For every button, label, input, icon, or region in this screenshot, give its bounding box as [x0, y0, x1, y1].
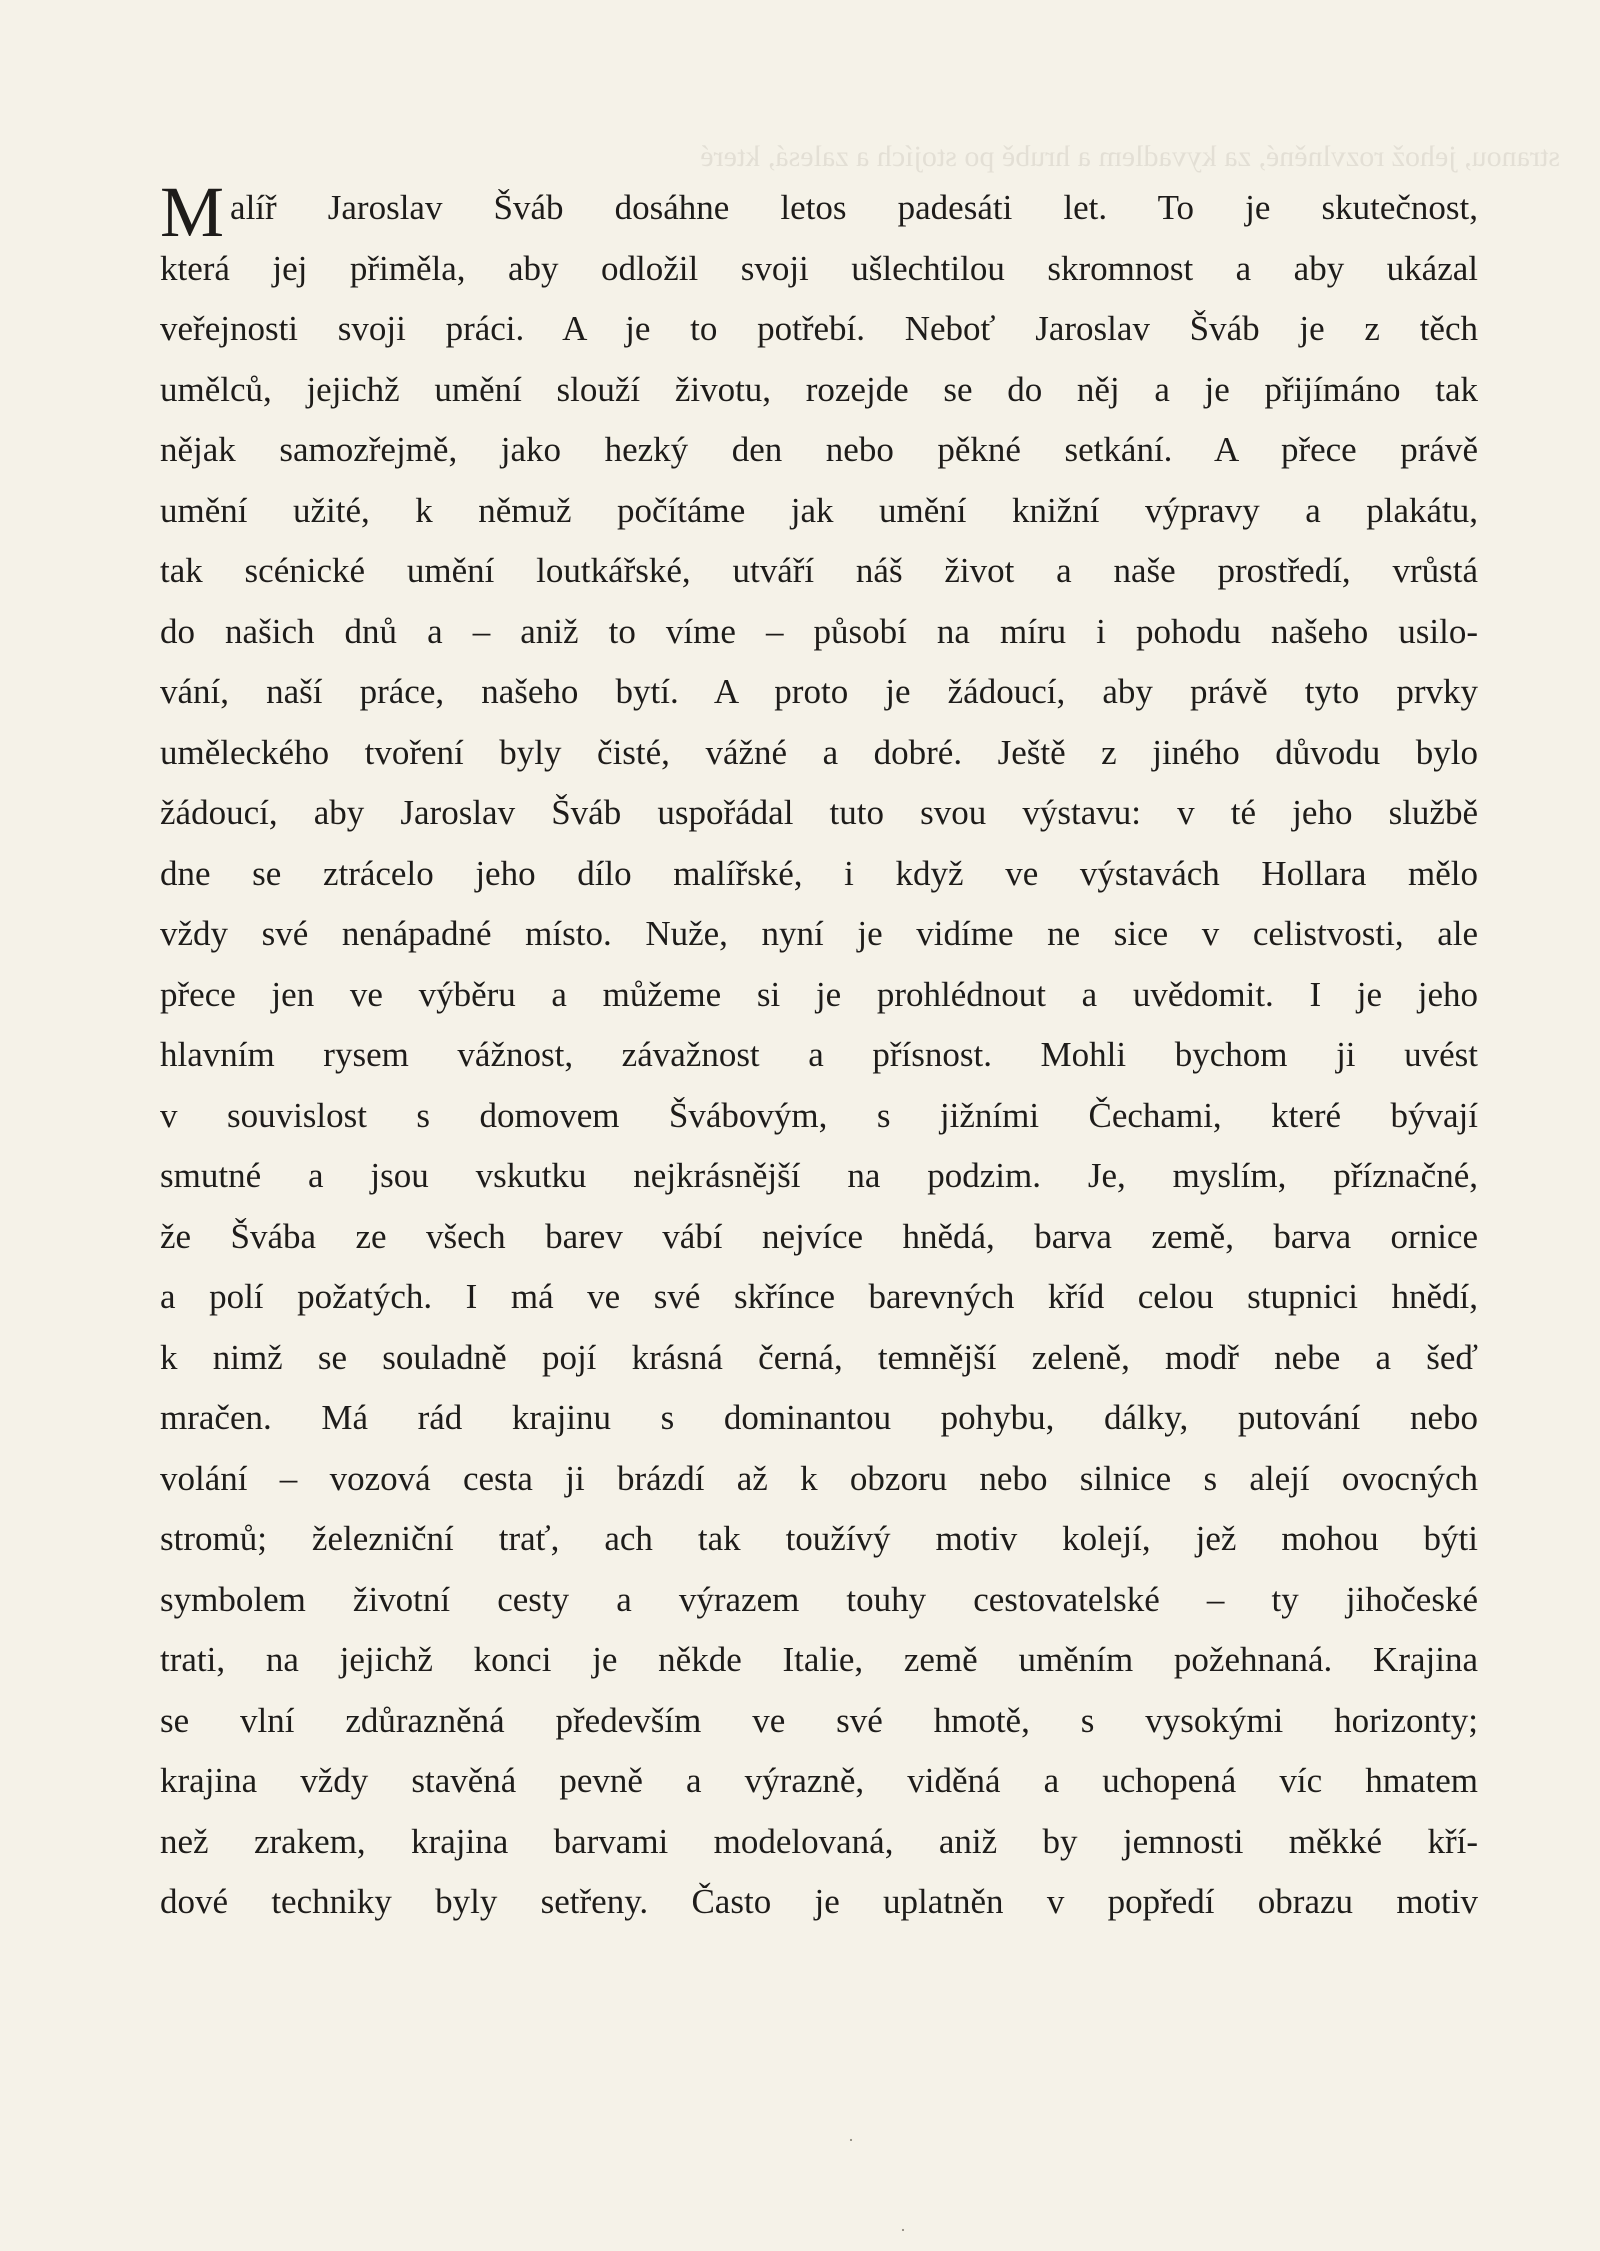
- text-line-24: symbolem životní cesty a výrazem touhy cestovatelské – ty jihočeské: [160, 1579, 1478, 1619]
- text-line-2: která jej přiměla, aby odložil svoji ušlechtilou skromnost a aby ukázal: [160, 248, 1478, 288]
- text-line-4: umělců, jejichž umění slouží životu, rozejde se do něj a je přijímáno tak: [160, 369, 1478, 409]
- text-line-12: dne se ztrácelo jeho dílo malířské, i když ve výstavách Hollara mělo: [160, 853, 1478, 893]
- text-line-6: umění užité, k němuž počítáme jak umění knižní výpravy a plakátu,: [160, 490, 1478, 530]
- text-line-11: žádoucí, aby Jaroslav Šváb uspořádal tuto svou výstavu: v té jeho službě: [160, 793, 1478, 832]
- text-line-16: v souvislost s domovem Švábovým, s jižními Čechami, které bývají: [160, 1095, 1478, 1135]
- drop-cap-initial: M: [160, 171, 225, 252]
- text-line-17: smutné a jsou vskutku nejkrásnější na podzim. Je, myslím, příznačné,: [160, 1156, 1478, 1195]
- text-line-20: k nimž se souladně pojí krásná černá, temnější zeleně, modř nebe a šeď: [160, 1337, 1478, 1377]
- text-line-10: uměleckého tvoření byly čisté, vážné a dobré. Ještě z jiného důvodu bylo: [160, 732, 1478, 772]
- text-line-18: že Švába ze všech barev vábí nejvíce hnědá, barva země, barva ornice: [160, 1216, 1478, 1256]
- paper-speck: ·: [900, 2220, 906, 2240]
- text-line-1: [160, 171, 1478, 252]
- text-line-26: se vlní zdůrazněná především ve své hmotě, s vysokými horizonty;: [160, 1700, 1478, 1740]
- text-line-8: do našich dnů a – aniž to víme – působí na míru i pohodu našeho usilo-: [160, 611, 1478, 651]
- text-line-28: než zrakem, krajina barvami modelovaná, aniž by jemnosti měkké kří-: [160, 1821, 1478, 1861]
- text-line-9: vání, naší práce, našeho bytí. A proto je žádoucí, aby právě tyto prvky: [160, 672, 1478, 711]
- text-line-22: volání – vozová cesta ji brázdí až k obzoru nebo silnice s alejí ovocných: [160, 1458, 1478, 1498]
- text-line-27: krajina vždy stavěná pevně a výrazně, viděná a uchopená víc hmatem: [160, 1761, 1478, 1800]
- text-line-19: a polí požatých. I má ve své skřínce barevných kříd celou stupnici hnědí,: [160, 1277, 1478, 1316]
- text-line-7: tak scénické umění loutkářské, utváří náš život a naše prostředí, vrůstá: [160, 551, 1478, 590]
- paper-speck: ·: [848, 2130, 854, 2150]
- text-line-13: vždy své nenápadné místo. Nuže, nyní je vidíme ne sice v celistvosti, ale: [160, 914, 1478, 953]
- text-line-23: stromů; železniční trať, ach tak toužívý motiv kolejí, jež mohou býti: [160, 1519, 1478, 1558]
- text-line-14: přece jen ve výběru a můžeme si je prohlédnout a uvědomit. I je jeho: [160, 974, 1478, 1014]
- text-line-21: mračen. Má rád krajinu s dominantou pohybu, dálky, putování nebo: [160, 1398, 1478, 1437]
- text-line-1-rest: alíř Jaroslav Šváb dosáhne letos padesáti let. To je skutečnost,: [230, 188, 1478, 227]
- text-line-5: nějak samozřejmě, jako hezký den nebo pěkné setkání. A přece právě: [160, 430, 1478, 469]
- body-text: [160, 171, 1478, 1933]
- text-line-29: dové techniky byly setřeny. Často je uplatněn v popředí obrazu motiv: [160, 1882, 1478, 1921]
- text-line-3: veřejnosti svoji práci. A je to potřebí. Neboť Jaroslav Šváb je z těch: [160, 309, 1478, 348]
- text-line-15: hlavním rysem vážnost, závažnost a přísnost. Mohli bychom ji uvést: [160, 1035, 1478, 1074]
- bleed-through-text: stranou, jehož rozvlněné, za kyvadlem a hrubě po stojích a zalesá, které: [700, 140, 1560, 173]
- text-line-25: trati, na jejichž konci je někde Italie, země uměním požehnaná. Krajina: [160, 1640, 1478, 1679]
